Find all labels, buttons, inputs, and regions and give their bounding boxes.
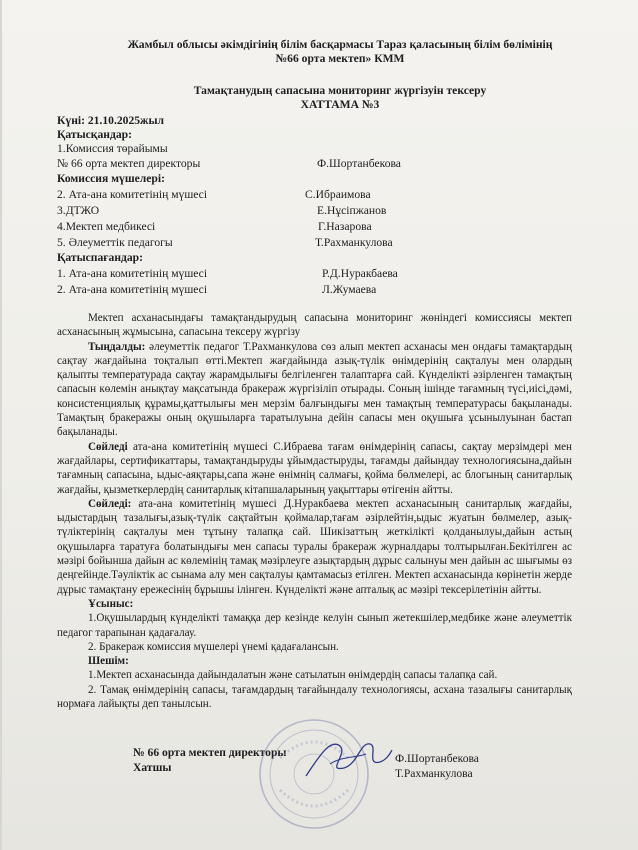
body-text: [57, 311, 572, 711]
listened-label: Тыңдалды:: [88, 340, 146, 353]
director-signature-name: Ф.Шортанбекова: [395, 752, 479, 765]
header-line-2: №66 орта мектеп» КММ: [275, 52, 405, 65]
proposal-item: 2. Бракераж комиссия мүшелері үнемі қадағалансын.: [88, 640, 339, 653]
attendee-name: Р.Д.Нуракбаева: [322, 267, 398, 280]
participants-heading: Қатысқандар:: [57, 128, 132, 141]
member-role: 3.ДТЖО: [57, 204, 100, 217]
page-edge: [0, 0, 2, 850]
director-name: Ф.Шортанбекова: [317, 157, 401, 170]
members-heading: Комиссия мүшелері:: [57, 172, 165, 185]
spoke-text-2: ата-ана комитетінің мүшесі Д.Нуракбаева мектеп асханасының санитарлық жағдайы, ыдыстардың тазалығы,азық-түлік сақтайтын қоймалар,тағам әзірлейтін,ыдыс жуатын бөлмелер, азық-түліктерінің сақталуы мен тұтыну талапқа сай. Шикізаттың жеткілікті қолданылуы,дайын астың оқушыларға таратуға болатындығы мен сапасы туралы бракераж журналдары толтырылған.Бекітілген ас мәзірі бойынша дайын ас көлемінің тамақ мәзірлеуге азықтардың дұрыс салынуы мен дайын ас шығымы өз деңгейінде.Тәуліктік ас сынама алу мен сақталуы қамтамасыз етілген. Мектеп асханасында көрінетін жерде дұрыс тамақтану ережесінің бұрышы ілінген. Күнделікті және апталық ас мәзірі тексерілетінін айтты.: [57, 497, 572, 596]
intro-paragraph: Мектеп асханасындағы тамақтандырудың сапасына мониторинг жөніндегі комиссиясы мектеп асханасының жұмысына, сапасына тексеру жүргізу: [57, 312, 572, 339]
attendee-name: Л.Жумаева: [322, 283, 377, 296]
document-title: Тамақтанудың сапасына мониторинг жүргізуін тексеру: [193, 84, 487, 97]
proposal-item: 1.Оқушылардың күнделікті тамаққа дер кезінде келуін сынып жетекшілер,медбике және әлеуметтік педагог тарапынан қадағалау.: [57, 612, 572, 639]
member-name: С.Ибраимова: [305, 188, 371, 201]
member-name: Е.Нұсіпжанов: [317, 204, 387, 217]
date-line: Күні: 21.10.2025жыл: [57, 114, 164, 127]
listened-paragraph: [57, 340, 572, 440]
decision-item: 2. Тамақ өнімдерінің сапасы, тағамдардың тағайындалу технологиясы, асхана тазалығы санитарлық нормаға лайықты деп танылсын.: [57, 683, 572, 711]
secretary-signature-name: Т.Рахманкулова: [395, 767, 473, 780]
spoke-label-2: Сөйледі:: [88, 497, 132, 510]
spoke-paragraph-2: [57, 497, 572, 597]
handwritten-signature: [300, 728, 395, 788]
director-signature-label: № 66 орта мектеп директоры: [133, 746, 287, 759]
member-role: 5. Әлеуметтік педагогы: [57, 236, 173, 249]
proposed-heading: Ұсыныс:: [88, 597, 134, 610]
spoke-paragraph-1: [57, 440, 572, 497]
member-name: Г.Назарова: [318, 220, 372, 233]
director-role: № 66 орта мектеп директоры: [57, 157, 201, 170]
attendee-role: 2. Ата-ана комитетінің мүшесі: [57, 283, 208, 296]
secretary-signature-label: Хатшы: [133, 761, 172, 774]
attendees-heading: Қатыспағандар:: [57, 251, 143, 264]
spoke-text-1: ата-ана комитетінің мүшесі С.Ибраева тағам өнімдерінің сапасы, сақтау мерзімдері мен жағдайлары, сертификаттары, тамақтандыруды ұйымдастыруды, тағамды дайындау технологиясына,дайын тағамның сапасына, ыдыс-аяқтары,сапа және өнімнің салмағы, қойма бөлмелері, ас блогының санитарлық жағдайы, қызметкерлердің санитарлық кітапшаларының уақыттары өтігенін айтты.: [57, 440, 572, 496]
chair-role: 1.Комиссия төрайымы: [57, 142, 168, 155]
member-name: Т.Рахманкулова: [315, 236, 393, 249]
member-role: 2. Ата-ана комитетінің мүшесі: [57, 188, 208, 201]
header-line-1: Жамбыл облысы әкімдігінің білім басқармасы Тараз қаласының білім бөлімінің: [127, 38, 553, 51]
member-role: 4.Мектеп медбикесі: [57, 220, 156, 233]
attendee-role: 1. Ата-ана комитетінің мүшесі: [57, 267, 208, 280]
listened-text: әлеуметтік педагог Т.Рахманкулова сөз алып мектеп асханасы мен ондағы тамақтардың сақтау жағдайына тоқталып өтті.Мектеп жағдайында азық-түлік өнімдерінің сақталуы мен олардың қалыпты температурада сақтау жарамдылығы белгіленген талаптарға сай. Күнделікті әзірленген тамақтың сапасын көлемін анықтау мақсатында бракераж жүргізіліп отырады. Соның ішінде тағамның түсі,иісі,дәмі, консистенциялық құрамы,қаттылығы мен мерзім балғындығы мен тамақтың температурасы бақыланады. Тамақтың бракеражы оның оқушыларға таратылуына дейін сапасы мен оқушыға ұсынылуынан бастап бақыланады.: [57, 340, 573, 439]
decision-heading: Шешім:: [88, 655, 129, 668]
protocol-title: ХАТТАМА №3: [300, 98, 380, 111]
decision-item: 1.Мектеп асханасында дайындалатын және сатылатын өнімдердің сапасы талапқа сай.: [88, 669, 498, 682]
spoke-label-1: Сөйледі: [88, 440, 128, 453]
